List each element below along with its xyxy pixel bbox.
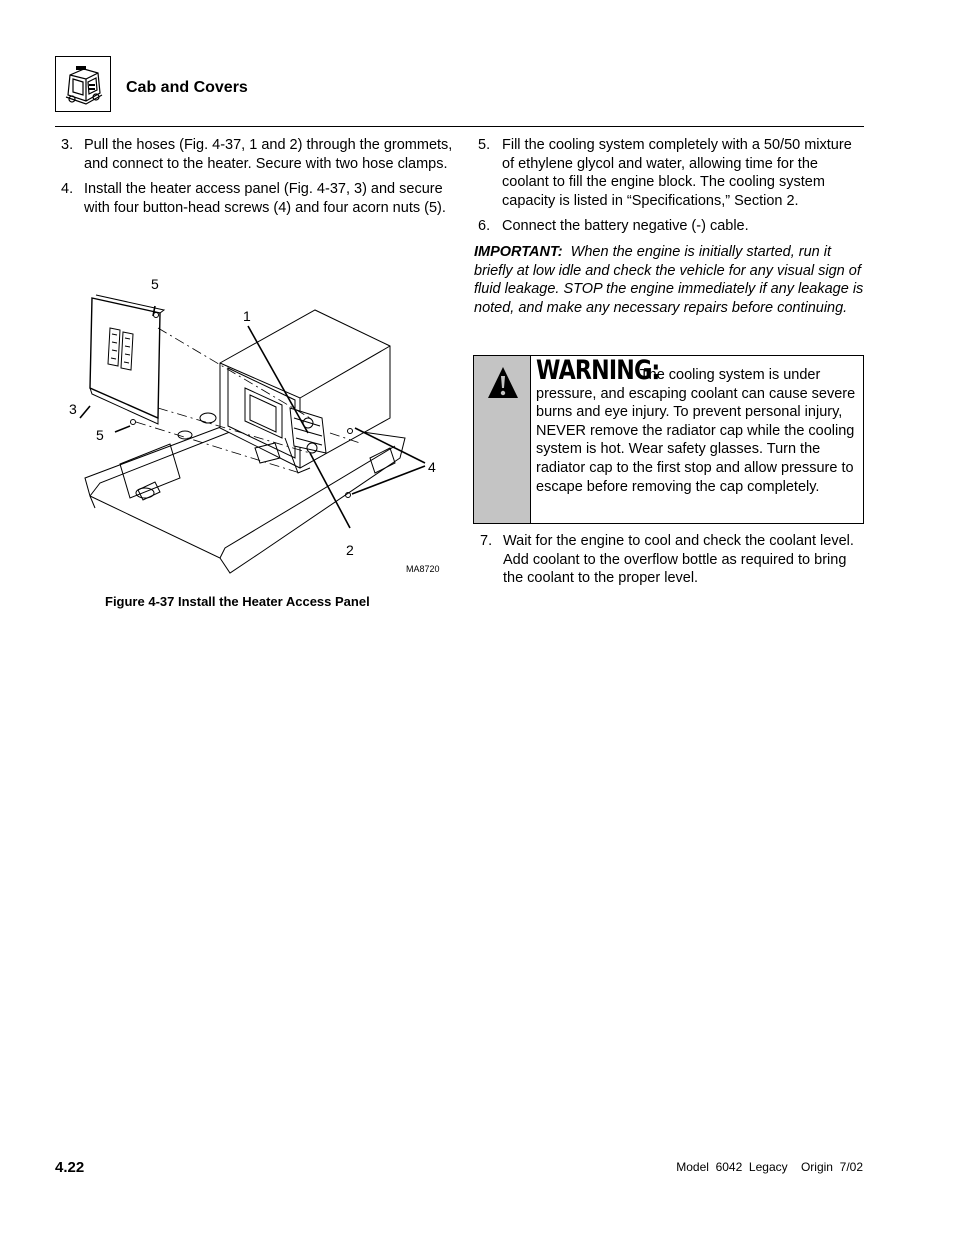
step-7 — [474, 532, 866, 588]
step-number: 7. — [480, 533, 493, 549]
callout-4: 4 — [428, 459, 436, 475]
step-text: Fill the cooling system completely with a 50/50 mixture of ethylene glycol and water, allowing time for the coolant to fill the engine block. The cooling system capacity is listed in “Specifications,” Section 2. — [502, 137, 852, 209]
warning-box — [473, 355, 864, 524]
step-text: Install the heater access panel (Fig. 4-37, 3) and secure with four button-head screws (4) and four acorn nuts (5). — [84, 181, 446, 216]
steps-left-column — [55, 136, 455, 224]
step-3 — [55, 136, 455, 173]
steps-right-column — [474, 136, 866, 317]
warning-text: The cooling system is under pressure, and escaping coolant can cause severe burns and eye injury. To prevent personal injury, NEVER remove the radiator cap while the cooling system is hot. Wear safety glasses. Turn the radiator cap to the first stop and allow pressure to escape before removing the cap completely. — [536, 367, 856, 495]
step-6 — [474, 217, 866, 236]
step-text: Connect the battery negative (-) cable. — [502, 218, 749, 235]
figure-code: MA8720 — [406, 564, 440, 574]
step-number: 4. — [61, 181, 74, 198]
warning-body — [531, 356, 863, 523]
step-text: Wait for the engine to cool and check the coolant level. Add coolant to the overflow bottle as required to bring the coolant to the proper level. — [503, 533, 854, 587]
step-number: 5. — [478, 137, 491, 153]
step-5 — [474, 136, 866, 210]
callout-2: 2 — [346, 542, 354, 558]
important-label: IMPORTANT: — [474, 243, 563, 260]
step-4 — [55, 180, 455, 217]
cab-icon — [55, 56, 111, 112]
warning-sidebar — [474, 356, 531, 523]
callout-3: 3 — [69, 401, 77, 417]
heater-panel-illustration — [60, 268, 460, 588]
figure-caption: Figure 4-37 Install the Heater Access Panel — [105, 594, 370, 609]
step-7-container — [474, 532, 866, 595]
step-text: Pull the hoses (Fig. 4-37, 1 and 2) through the grommets, and connect to the heater. Secure with two hose clamps. — [84, 137, 453, 172]
important-note — [474, 243, 866, 317]
warning-heading: WARNING: — [536, 355, 660, 386]
footer-model-info: Model 6042 Legacy Origin 7/02 — [676, 1160, 863, 1174]
warning-triangle-icon — [487, 366, 519, 400]
callout-5-bottom: 5 — [96, 427, 104, 443]
important-text: When the engine is initially started, run it briefly at low idle and check the vehicle for any visual sign of fluid leakage. STOP the engine immediately if any leakage is noted, and make any necessary repairs before continuing. — [474, 243, 864, 316]
callout-1: 1 — [243, 308, 251, 324]
callout-5-top: 5 — [151, 276, 159, 292]
step-number: 3. — [61, 137, 74, 153]
header-divider — [55, 126, 864, 127]
page-number: 4.22 — [55, 1159, 85, 1176]
figure-heater-access-panel — [60, 268, 460, 588]
step-number: 6. — [478, 218, 491, 235]
section-title: Cab and Covers — [126, 79, 248, 96]
